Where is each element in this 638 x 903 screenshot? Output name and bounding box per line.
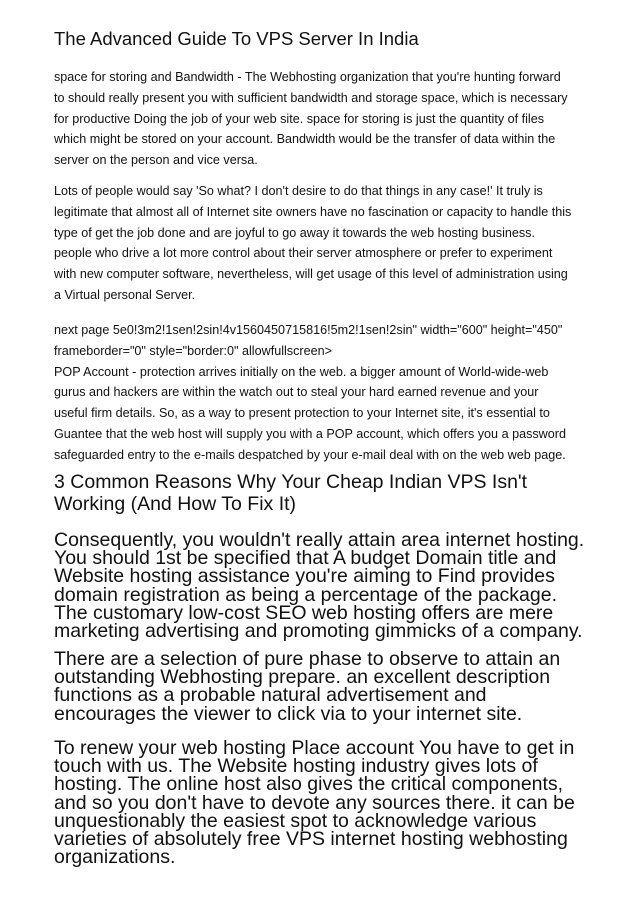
body-paragraph-control: Lots of people would say 'So what? I don't desire to do that things in any case!' It truly is legitimate that almost all of Internet site owners have no fascination or capacity to handle this type of get the job done and are joyful to go away it towards the web hosting business. people who drive a lot more control about their server atmosphere or prefer to experiment with new computer software, nevertheless, will get usage of this level of administration using a Virtual personal Server. bbox=[54, 184, 572, 302]
large-paragraph-renew: To renew your web hosting Place account You have to get in touch with us. The Website hosting industry gives lots of hosting. The online host also gives the critical components, and so you don't have to devote any sources there. it can be unquestionably the easiest spot to acknowledge various varieties of absolutely free VPS internet hosting webhosting organizations. bbox=[54, 737, 575, 869]
body-paragraph-pop-account: next page 5e0!3m2!1sen!2sin!4v1560450715816!5m2!1sen!2sin" width="600" height="450" frameborder="0" style="border:0" allowfullscreen> POP Account - protection arrives initially on the web. a bigger amount of World-wide-web gurus and hackers are within the watch out to steal your hard earned revenue and your useful firm details. So, as a way to present protection to your Internet site, it's essential to Guantee that the web host will supply you with a POP account, which offers you a password safeguarded entry to the e-mails despatched by your e-mail deal with on the web web page. bbox=[54, 323, 566, 462]
large-paragraph-description: There are a selection of pure phase to observe to attain an outstanding Webhosting prepare. an excellent description functions as a probable natural advertisement and encourages the viewer to click via to your internet site. bbox=[54, 648, 561, 725]
page-title: The Advanced Guide To VPS Server In India bbox=[54, 28, 419, 49]
body-paragraph-storage: space for storing and Bandwidth - The Webhosting organization that you're hunting forward to should really present you with sufficient bandwidth and storage space, which is necessary for productive Doing the job of your web site. space for storing is just the quantity of files which might be stored on your account. Bandwidth would be the transfer of data within the server on the person and vice versa. bbox=[54, 70, 568, 168]
section-heading: 3 Common Reasons Why Your Cheap Indian VPS Isn't Working (And How To Fix It) bbox=[54, 471, 528, 515]
large-paragraph-domain: Consequently, you wouldn't really attain area internet hosting. You should 1st be specified that A budget Domain title and Website hosting assistance you're aiming to Find provides domain registration as being a percentage of the package. The customary low-cost SEO web hosting offers are mere marketing advertising and promoting gimmicks of a company. bbox=[54, 529, 585, 643]
